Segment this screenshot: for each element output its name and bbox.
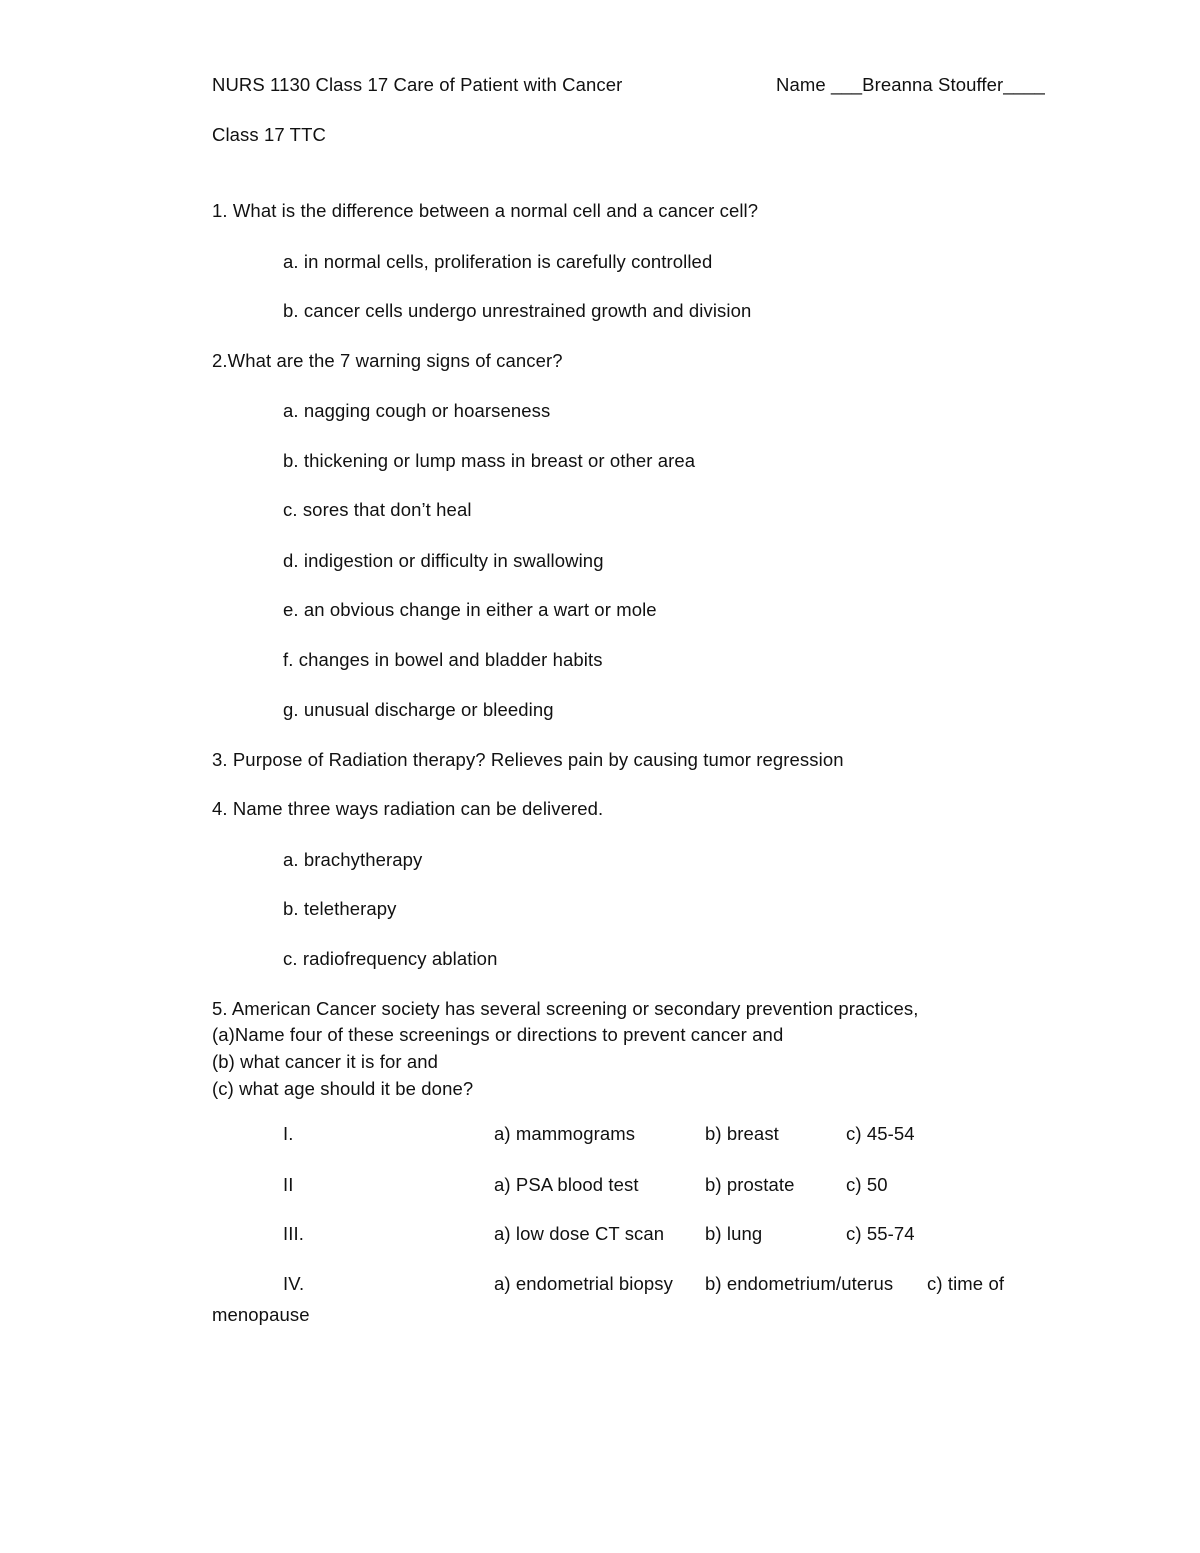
screening-cell: a) PSA blood test [494, 1174, 639, 1195]
answer-item: g. unusual discharge or bleeding [283, 699, 554, 720]
answer-item: b. thickening or lump mass in breast or other area [283, 450, 696, 471]
question-5-line: 5. American Cancer society has several screening or secondary prevention practices, [212, 998, 919, 1019]
row-number: I. [283, 1123, 294, 1144]
answer-item: e. an obvious change in either a wart or mole [283, 599, 657, 620]
age-cell: c) 55-74 [846, 1223, 915, 1244]
class-subtitle: Class 17 TTC [212, 124, 326, 145]
screening-cell: a) low dose CT scan [494, 1223, 665, 1244]
course-title: NURS 1130 Class 17 Care of Patient with Cancer [212, 74, 623, 95]
screening-cell: a) endometrial biopsy [494, 1273, 673, 1294]
age-cell: c) time of [927, 1273, 1005, 1294]
cancer-cell: b) endometrium/uterus [705, 1273, 894, 1294]
row-number: III. [283, 1223, 304, 1244]
cancer-cell: b) lung [705, 1223, 763, 1244]
answer-item: c. radiofrequency ablation [283, 948, 498, 969]
question-2: 2.What are the 7 warning signs of cancer? [212, 350, 563, 371]
cancer-cell: b) breast [705, 1123, 779, 1144]
question-4: 4. Name three ways radiation can be delivered. [212, 798, 604, 819]
row-number: IV. [283, 1273, 305, 1294]
student-name-field: Name ___Breanna Stouffer____ [776, 74, 1045, 95]
cancer-cell: b) prostate [705, 1174, 795, 1195]
answer-item: b. teletherapy [283, 898, 397, 919]
answer-item: a. nagging cough or hoarseness [283, 400, 551, 421]
answer-item: c. sores that don’t heal [283, 499, 472, 520]
answer-item: f. changes in bowel and bladder habits [283, 649, 603, 670]
answer-item: d. indigestion or difficulty in swallowing [283, 550, 604, 571]
age-cell: c) 50 [846, 1174, 888, 1195]
answer-item: b. cancer cells undergo unrestrained growth and division [283, 300, 752, 321]
question-5-line: (c) what age should it be done? [212, 1078, 474, 1099]
question-5-line: (a)Name four of these screenings or directions to prevent cancer and [212, 1024, 784, 1045]
age-cell: c) 45-54 [846, 1123, 915, 1144]
wrapped-text: menopause [212, 1304, 310, 1325]
question-5-line: (b) what cancer it is for and [212, 1051, 439, 1072]
row-number: II [283, 1174, 294, 1195]
answer-item: a. in normal cells, proliferation is carefully controlled [283, 251, 713, 272]
question-1: 1. What is the difference between a normal cell and a cancer cell? [212, 200, 759, 221]
answer-item: a. brachytherapy [283, 849, 423, 870]
screening-cell: a) mammograms [494, 1123, 636, 1144]
question-3: 3. Purpose of Radiation therapy? Relieves pain by causing tumor regression [212, 749, 844, 770]
